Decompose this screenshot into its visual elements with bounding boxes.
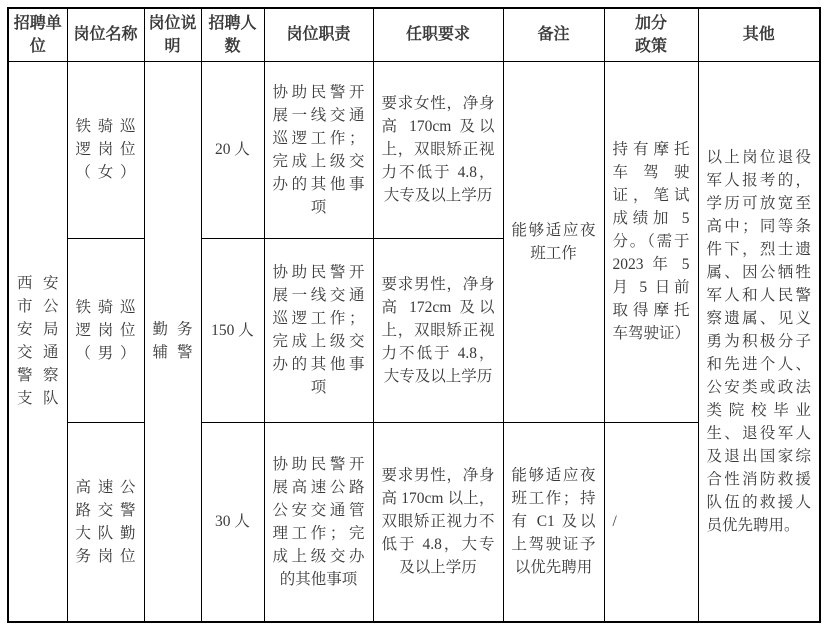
cell-recruiting-unit: 西安市公安局交通警察支队 (8, 61, 67, 622)
header-headcount: 招聘人数 (201, 8, 264, 61)
cell-position-row3: 高速公路交警大队勤务岗位 (67, 422, 144, 622)
cell-bonus-rows1-2: 持有摩托车驾驶证，笔试成绩加 5 分。（需于 2023 年 5 月 5 日前取得摩托车驾驶证） (604, 61, 698, 422)
cell-position-row1: 铁骑巡逻岗位（女） (67, 61, 144, 238)
cell-job-type: 勤务辅警 (144, 61, 201, 622)
cell-duty-row2: 协助民警开展一线交通巡逻工作；完成上级交办的其他事项 (264, 238, 373, 422)
header-job-type: 岗位说明 (144, 8, 201, 61)
cell-headcount-row3: 30 人 (201, 422, 264, 622)
cell-headcount-row1: 20 人 (201, 61, 264, 238)
cell-position-row2: 铁骑巡逻岗位（男） (67, 238, 144, 422)
cell-duty-row3: 协助民警开展高速公路公安交通管理工作；完成上级交办的其他事项 (264, 422, 373, 622)
header-remark: 备注 (503, 8, 604, 61)
cell-requirement-row2: 要求男性，净身高 172cm 及以上，双眼矫正视力不低于 4.8，大专及以上学历 (373, 238, 503, 422)
cell-requirement-row3: 要求男性，净身高 170cm 以上，双眼矫正视力不低于 4.8，大专及以上学历 (373, 422, 503, 622)
header-position-name: 岗位名称 (67, 8, 144, 61)
cell-headcount-row2: 150 人 (201, 238, 264, 422)
cell-remark-row3: 能够适应夜班工作；持有 C1 及以上驾驶证予以优先聘用 (503, 422, 604, 622)
header-bonus-policy-label: 加分政策 (634, 14, 667, 55)
table-row (8, 61, 820, 238)
header-bonus-policy (604, 8, 698, 61)
cell-requirement-row1: 要求女性，净身高 170cm 及以上，双眼矫正视力不低于 4.8，大专及以上学历 (373, 61, 503, 238)
cell-bonus-row3: / (604, 422, 698, 622)
recruitment-table (7, 7, 821, 623)
cell-duty-row1: 协助民警开展一线交通巡逻工作；完成上级交办的其他事项 (264, 61, 373, 238)
header-row (8, 8, 820, 61)
cell-other: 以上岗位退役军人报考的，学历可放宽至高中；同等条件下，烈士遗属、因公牺牲军人和人民警察遗属、见义勇为积极分子和先进个人、公安类或政法类院校毕业生、退役军人及退出国家综合性消防救援队伍的救援人员优先聘用。 (698, 61, 820, 622)
header-duty: 岗位职责 (264, 8, 373, 61)
header-recruiting-unit: 招聘单位 (8, 8, 67, 61)
cell-remark-rows1-2: 能够适应夜班工作 (503, 61, 604, 422)
header-requirement: 任职要求 (373, 8, 503, 61)
header-other: 其他 (698, 8, 820, 61)
